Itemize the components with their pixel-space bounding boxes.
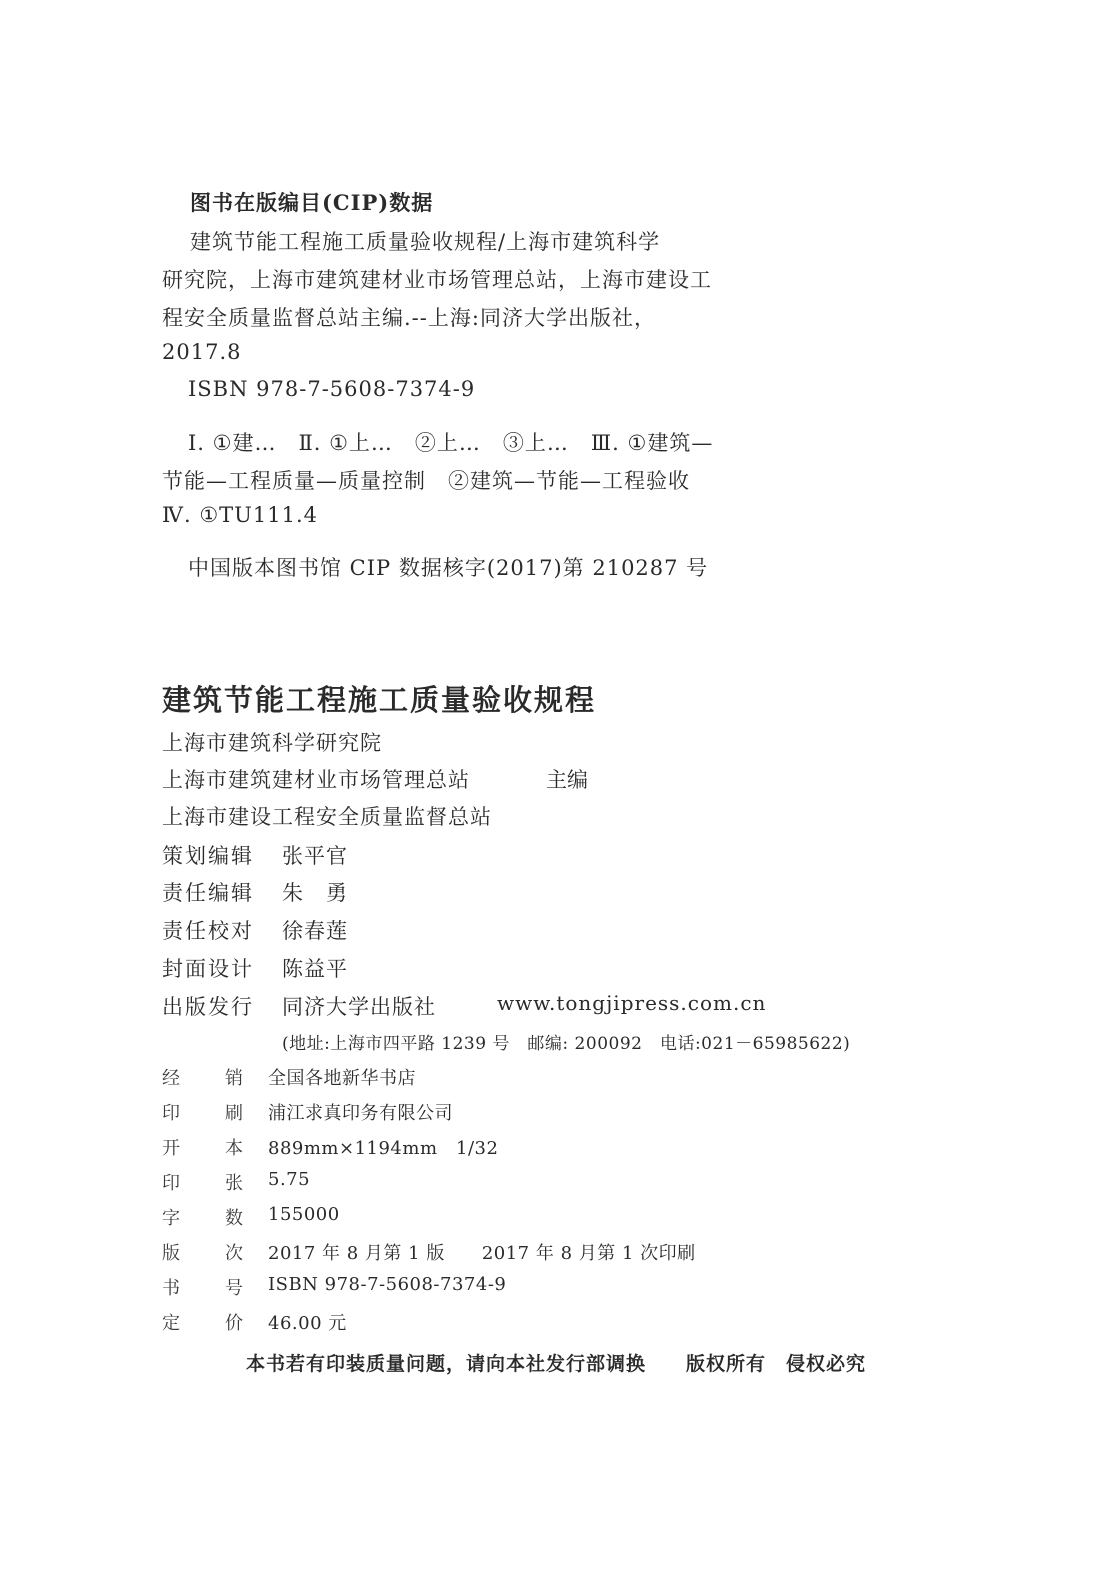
editor-org: 上海市建筑科学研究院 bbox=[162, 731, 382, 755]
spec-label-char: 价 bbox=[225, 1313, 243, 1334]
publisher-address: (地址:上海市四平路 1239 号 邮编: 200092 电话:021－65985622) bbox=[282, 1034, 851, 1054]
cip-classification: 节能—工程质量—质量控制 ②建筑—节能—工程验收 bbox=[162, 469, 690, 493]
cip-line: 2017.8 bbox=[162, 340, 242, 364]
credit-label: 出版发行 bbox=[162, 995, 254, 1019]
editor-org: 上海市建筑建材业市场管理总站 bbox=[162, 768, 470, 792]
spec-label-char: 号 bbox=[225, 1278, 243, 1299]
publisher-website: www.tongjipress.com.cn bbox=[497, 991, 767, 1015]
publisher-name: 同济大学出版社 bbox=[282, 995, 436, 1019]
cip-isbn: ISBN 978-7-5608-7374-9 bbox=[188, 377, 476, 401]
spec-label-char: 印 bbox=[162, 1103, 180, 1124]
cip-classification: Ⅳ. ①TU111.4 bbox=[162, 503, 318, 527]
credit-label: 责任校对 bbox=[162, 919, 254, 943]
spec-label-char: 刷 bbox=[225, 1103, 243, 1124]
credit-value: 朱 勇 bbox=[282, 881, 348, 905]
editor-role: 主编 bbox=[546, 768, 588, 792]
cip-heading: 图书在版编目(CIP)数据 bbox=[190, 190, 434, 215]
cip-line: 研究院，上海市建筑建材业市场管理总站，上海市建设工 bbox=[162, 268, 712, 292]
credit-value: 徐春莲 bbox=[282, 919, 348, 943]
spec-value: ISBN 978-7-5608-7374-9 bbox=[268, 1274, 507, 1295]
spec-value: 5.75 bbox=[268, 1169, 311, 1190]
credit-label: 封面设计 bbox=[162, 957, 254, 981]
spec-label-char: 本 bbox=[225, 1138, 243, 1159]
editor-org: 上海市建设工程安全质量监督总站 bbox=[162, 805, 492, 829]
spec-label-char: 字 bbox=[162, 1208, 180, 1229]
spec-label-char: 次 bbox=[225, 1243, 243, 1264]
cip-classification: Ⅰ. ①建… Ⅱ. ①上… ②上… ③上… Ⅲ. ①建筑— bbox=[188, 431, 714, 455]
spec-label-char: 数 bbox=[225, 1208, 243, 1229]
spec-label-char: 开 bbox=[162, 1138, 180, 1159]
spec-label-char: 销 bbox=[225, 1068, 243, 1089]
cip-line: 建筑节能工程施工质量验收规程/上海市建筑科学 bbox=[190, 230, 661, 254]
spec-value: 2017 年 8 月第 1 版 2017 年 8 月第 1 次印刷 bbox=[268, 1243, 696, 1264]
spec-label-char: 定 bbox=[162, 1313, 180, 1334]
spec-label-char: 经 bbox=[162, 1068, 180, 1089]
spec-label-char: 版 bbox=[162, 1243, 180, 1264]
spec-label-char: 印 bbox=[162, 1173, 180, 1194]
credit-value: 陈益平 bbox=[282, 957, 348, 981]
book-title: 建筑节能工程施工质量验收规程 bbox=[162, 683, 597, 717]
spec-value: 46.00 元 bbox=[268, 1313, 347, 1334]
spec-value: 全国各地新华书店 bbox=[268, 1068, 416, 1089]
spec-label-char: 张 bbox=[225, 1173, 243, 1194]
cip-record-number: 中国版本图书馆 CIP 数据核字(2017)第 210287 号 bbox=[188, 556, 709, 580]
spec-label-char: 书 bbox=[162, 1278, 180, 1299]
credit-label: 责任编辑 bbox=[162, 881, 254, 905]
spec-value: 155000 bbox=[268, 1204, 340, 1225]
spec-value: 889mm×1194mm 1/32 bbox=[268, 1138, 499, 1159]
copyright-notice: 本书若有印装质量问题，请向本社发行部调换 版权所有 侵权必究 bbox=[246, 1353, 867, 1375]
credit-value: 张平官 bbox=[282, 844, 348, 868]
spec-value: 浦江求真印务有限公司 bbox=[268, 1103, 453, 1124]
cip-line: 程安全质量监督总站主编.--上海:同济大学出版社， bbox=[162, 306, 656, 330]
credit-label: 策划编辑 bbox=[162, 844, 254, 868]
